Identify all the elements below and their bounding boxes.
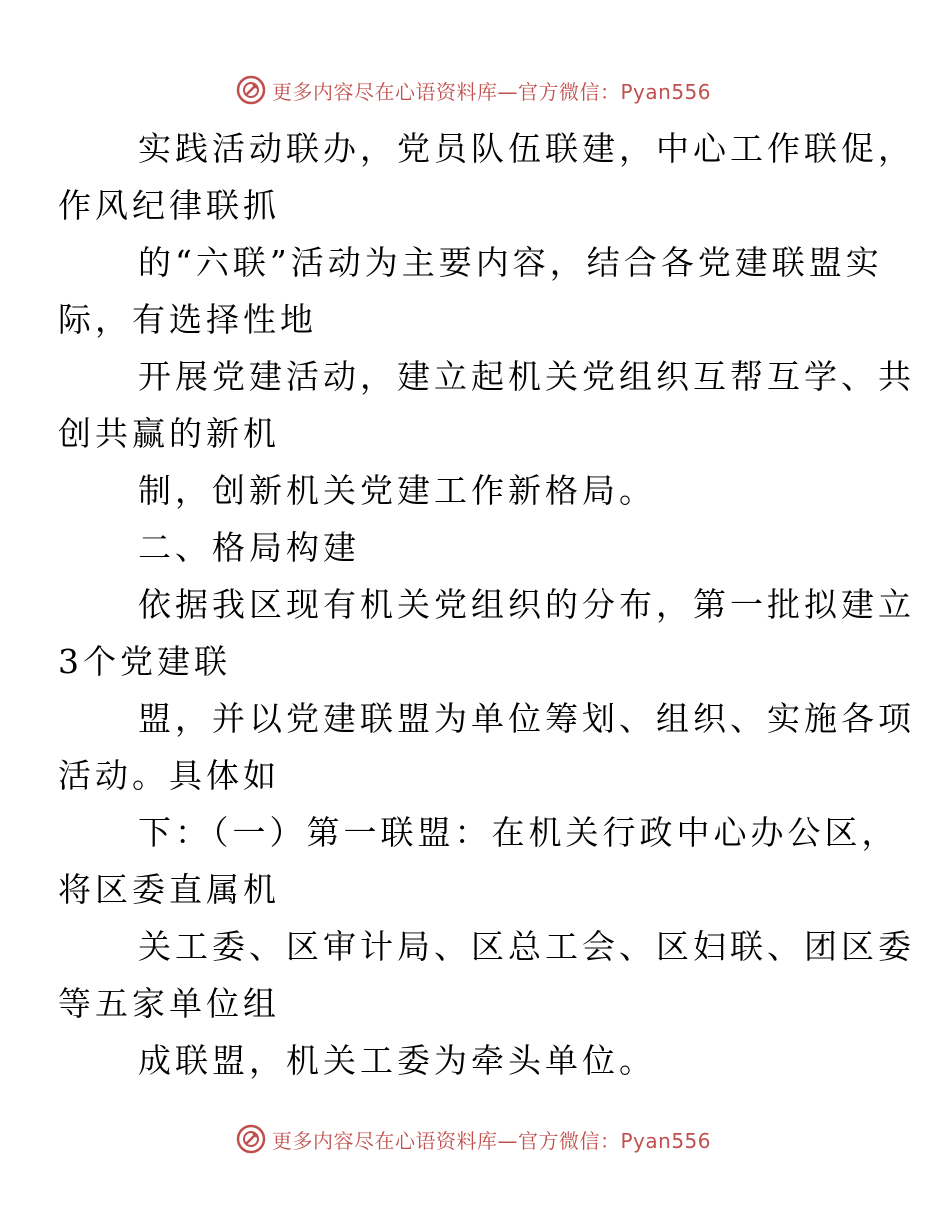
paragraph-line: 的“六联”活动为主要内容，结合各党建联盟实	[138, 243, 883, 282]
header-watermark	[236, 74, 711, 106]
paragraph	[58, 234, 883, 348]
paragraph	[58, 348, 915, 462]
paragraph-line: 制，创新机关党建工作新格局。	[138, 471, 656, 510]
paragraph-line: 成联盟，机关工委为牵头单位。	[138, 1041, 656, 1080]
watermark-text: 更多内容尽在心语资料库—官方微信：Pyan556	[272, 79, 712, 104]
seal-logo-icon	[236, 75, 266, 105]
paragraph-line: 作风纪律联抓	[58, 186, 280, 225]
footer-watermark	[236, 1123, 711, 1155]
paragraph	[98, 462, 858, 519]
paragraph	[58, 918, 915, 1032]
paragraph	[98, 1032, 858, 1089]
paragraph-line: 依据我区现有机关党组织的分布，第一批拟建立	[138, 585, 915, 624]
document-body	[58, 120, 915, 1089]
paragraph-line: 际，有选择性地	[58, 300, 317, 339]
paragraph-line: 3个党建联	[58, 642, 231, 681]
paragraph	[58, 120, 915, 234]
watermark-text: 更多内容尽在心语资料库—官方微信：Pyan556	[272, 1128, 712, 1153]
paragraph-line: 创共赢的新机	[58, 414, 280, 453]
paragraph	[58, 576, 915, 690]
heading-text: 二、格局构建	[138, 528, 360, 567]
paragraph-line: 将区委直属机	[58, 870, 280, 909]
paragraph	[58, 804, 899, 918]
paragraph-line: 等五家单位组	[58, 984, 280, 1023]
section-heading	[98, 519, 858, 576]
paragraph	[58, 690, 915, 804]
paragraph-line: 下：（一）第一联盟：在机关行政中心办公区，	[138, 813, 899, 852]
paragraph-line: 实践活动联办，党员队伍联建，中心工作联促，	[138, 129, 915, 168]
seal-logo-icon	[236, 1124, 266, 1154]
paragraph-line: 关工委、区审计局、区总工会、区妇联、团区委	[138, 927, 915, 966]
paragraph-line: 盟，并以党建联盟为单位筹划、组织、实施各项	[138, 699, 915, 738]
paragraph-line: 开展党建活动，建立起机关党组织互帮互学、共	[138, 357, 915, 396]
paragraph-line: 活动。具体如	[58, 756, 280, 795]
